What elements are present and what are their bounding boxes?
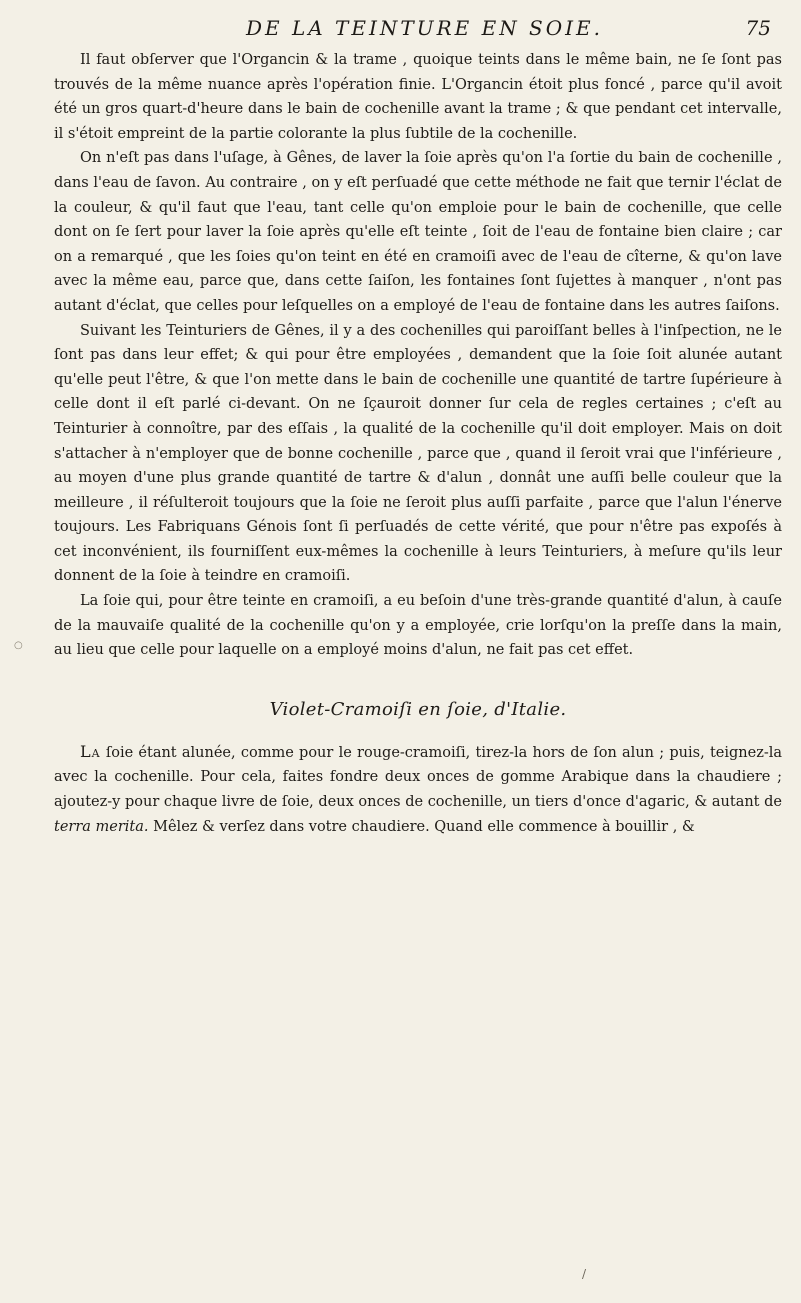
running-head: DE LA TEINTURE EN SOIE. [245,16,604,40]
body-text [54,48,782,839]
page-header [78,16,771,46]
recipe-text: ſoie étant alunée, comme pour le rouge-cramoiſi, tirez-la hors de ſon alun ; puis, teignez-la avec la cochenille. Pour cela, faites fondre deux onces de gomme Arabique dans la chaudiere ; ajoutez-y pour chaque livre de ſoie, deux onces de cochenille, un tiers d'once d'agaric, & autant de [54,744,783,811]
paragraph-cochenille-quality: Suivant les Teinturiers de Gênes, il y a des cochenilles qui paroiſſant belles à l'inſpection, ne le ſont pas dans leur effet; & qui pour être employées , demandent que la ſoie ſoit alunée autant qu'elle peut l'être, & que l'on mette dans le bain de cochenille une quantité de tartre ſupérieure à celle dont il eſt parlé ci-devant. On ne ſçauroit donner ſur cela de regles certaines ; c'eſt au Teinturier à connoître, par des eſſais , la qualité de la cochenille qu'il doit employer. Mais on doit s'attacher à n'employer que de bonne cochenille , parce que , quand il ſeroit vrai que l'inférieure , au moyen d'une plus grande quantité de tartre & d'alun , donnât une auſſi belle couleur que la meilleure , il réſulteroit toujours que la ſoie ne ſeroit plus auſſi parfaite , parce que l'alun l'énerve toujours. Les Fabriquans Génois ſont ſi perſuadés de cette vérité, que pour n'être pas expoſés à cet inconvénient, ils fourniſſent eux-mêmes la cochenille à leurs Teinturiers, à meſure qu'ils leur donnent de la ſoie à teindre en cramoiſi. [54,322,782,585]
paragraph-alun: La ſoie qui, pour être teinte en cramoiſi, a eu beſoin d'une très-grande quantité d'alun, à cauſe de la mauvaiſe qualité de la cochenille qu'on y a employée, crie lorſqu'on la preſſe dans la main, au lieu que celle pour laquelle on a employé moins d'alun, ne fait pas cet effet. [54,593,782,659]
margin-ink-mark: ○ [14,640,23,651]
recipe-text-end: Mêlez & verſez dans votre chaudiere. Quand elle commence à bouillir , & [153,818,695,835]
lead-word: La [80,741,101,761]
stray-mark: / [582,1267,587,1281]
section-heading: Violet-Cramoiſi en ſoie, d'Italie. [269,698,567,720]
italic-term: terra merita. [54,818,149,835]
paragraph-organcin: Il faut obſerver que l'Organcin & la trame , quoique teints dans le même bain, ne ſe ſont pas trouvés de la même nuance après l'opération finie. L'Organcin étoit plus foncé , parce qu'il avoit été un gros quart-d'heure dans le bain de cochenille avant la trame ; & que pendant cet intervalle, il s'étoit empreint de la partie colorante la plus ſubtile de la cochenille. [54,52,782,142]
page-number: 75 [745,16,771,40]
paragraph-washing: On n'eſt pas dans l'uſage, à Gênes, de laver la ſoie après qu'on l'a ſortie du bain de cochenille , dans l'eau de ſavon. Au contraire , on y eſt perſuadé que cette méthode ne fait que ternir l'éclat de la couleur, & qu'il faut que l'eau, tant celle qu'on emploie pour le bain de cochenille, que celle dont on ſe ſert pour laver la ſoie après qu'elle eſt teinte , ſoit de l'eau de fontaine bien claire ; car on a remarqué , que les ſoies qu'on teint en été en cramoiſi avec de l'eau de cîterne, & qu'on lave avec la même eau, parce que, dans cette ſaiſon, les fontaines ſont ſujettes à manquer , n'ont pas autant d'éclat, que celles pour leſquelles on a employé de l'eau de fontaine dans les autres ſaiſons. [54,150,782,314]
paragraph-violet-recipe [54,740,782,839]
